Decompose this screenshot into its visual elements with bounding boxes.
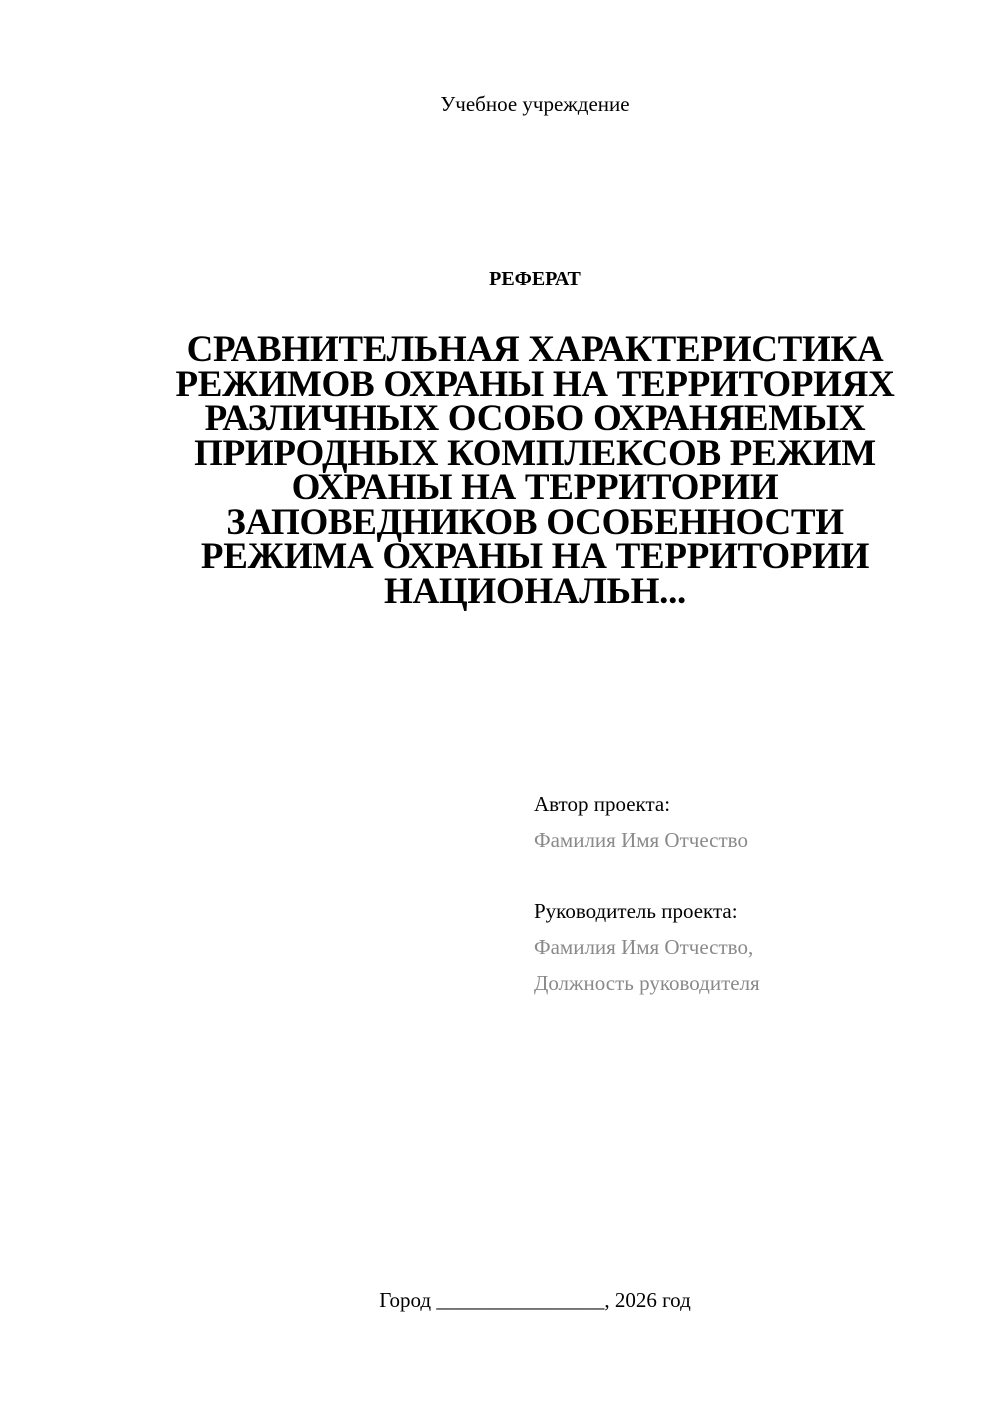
supervisor-block	[534, 893, 760, 1001]
title-line: СРАВНИТЕЛЬНАЯ ХАРАКТЕРИСТИКА	[186, 329, 884, 370]
supervisor-name: Фамилия Имя Отчество,	[534, 935, 754, 959]
title-line: ОХРАНЫ НА ТЕРРИТОРИИ	[291, 467, 779, 508]
city-year-footer: Город ________________, 2026 год	[379, 1288, 691, 1312]
supervisor-position: Должность руководителя	[534, 971, 760, 995]
author-name: Фамилия Имя Отчество	[534, 828, 748, 852]
author-block	[534, 786, 748, 858]
document-type: РЕФЕРАТ	[489, 268, 581, 290]
title-line: РАЗЛИЧНЫХ ОСОБО ОХРАНЯЕМЫХ	[204, 398, 866, 439]
title-line: РЕЖИМОВ ОХРАНЫ НА ТЕРРИТОРИЯХ	[175, 363, 895, 405]
title-line: ПРИРОДНЫХ КОМПЛЕКСОВ РЕЖИМ	[194, 432, 876, 474]
institution: Учебное учреждение	[440, 92, 630, 116]
document-title	[0, 329, 1000, 612]
title-line: РЕЖИМА ОХРАНЫ НА ТЕРРИТОРИИ	[200, 536, 870, 577]
title-line: НАЦИОНАЛЬН...	[383, 570, 686, 612]
supervisor-label: Руководитель проекта:	[534, 899, 738, 923]
title-line: ЗАПОВЕДНИКОВ ОСОБЕННОСТИ	[226, 501, 844, 543]
author-label: Автор проекта:	[534, 792, 671, 816]
